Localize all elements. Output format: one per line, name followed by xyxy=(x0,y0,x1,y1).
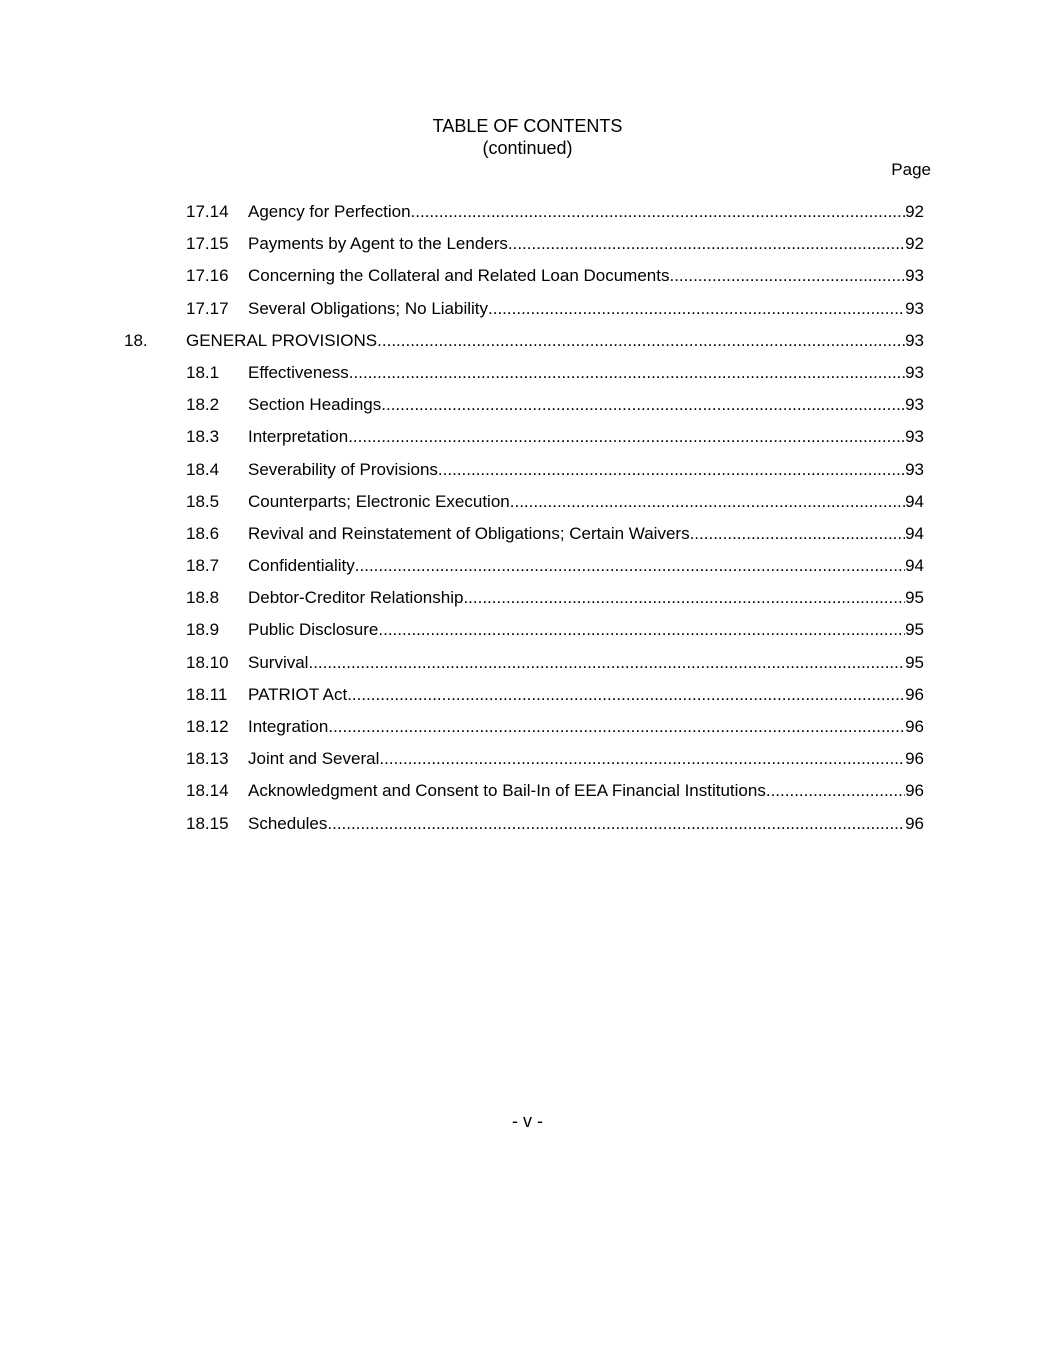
toc-entry-line xyxy=(186,327,924,355)
toc-entry-page: 95 xyxy=(905,652,924,672)
toc-entry-number: 18.13 xyxy=(186,749,229,769)
dot-leader xyxy=(766,777,905,805)
toc-entry[interactable] xyxy=(0,391,1055,423)
toc-entry-page: 96 xyxy=(905,684,924,704)
toc-entry-page: 95 xyxy=(905,588,924,608)
toc-entry[interactable] xyxy=(0,456,1055,488)
toc-entry-page: 93 xyxy=(905,298,924,318)
toc-entry[interactable] xyxy=(0,552,1055,584)
toc-entry-number: 18.5 xyxy=(186,491,220,511)
toc-entry-line xyxy=(248,262,924,290)
toc-list xyxy=(0,198,1055,842)
toc-entry-number: 18.4 xyxy=(186,459,220,479)
toc-entry-label: Integration xyxy=(248,717,329,736)
toc-entry-label: Joint and Several xyxy=(248,749,380,769)
toc-entry-line xyxy=(248,295,924,323)
toc-entry-number: 17.16 xyxy=(186,266,229,286)
dot-leader xyxy=(463,584,905,612)
toc-entry-line xyxy=(248,198,924,226)
dot-leader xyxy=(411,198,906,226)
toc-entry[interactable] xyxy=(0,713,1055,745)
toc-entry-page: 93 xyxy=(905,395,924,415)
toc-entry-number: 18.8 xyxy=(186,588,220,608)
toc-entry[interactable] xyxy=(0,423,1055,455)
toc-entry-label: Revival and Reinstatement of Obligations; Certain Waivers xyxy=(248,523,690,543)
dot-leader xyxy=(382,327,905,355)
toc-entry[interactable] xyxy=(0,810,1055,842)
toc-entry-number: 18.1 xyxy=(186,362,220,382)
toc-entry-number: 18.6 xyxy=(186,523,220,543)
toc-entry[interactable] xyxy=(0,262,1055,294)
toc-entry-line xyxy=(248,713,924,741)
toc-entry-line xyxy=(248,777,924,805)
dot-leader xyxy=(328,713,905,741)
toc-entry-page: 93 xyxy=(905,266,924,286)
dot-leader xyxy=(349,359,905,387)
dot-leader xyxy=(508,230,905,258)
toc-entry-label: Counterparts; Electronic Execution xyxy=(248,491,510,511)
toc-subtitle: (continued) xyxy=(482,138,573,158)
toc-entry[interactable] xyxy=(0,616,1055,648)
page-number-footer: - v - xyxy=(512,1111,543,1131)
toc-entry-label: Severability of Provisions xyxy=(248,459,438,479)
dot-leader xyxy=(690,520,906,548)
toc-entry-number: 18.10 xyxy=(186,652,229,672)
toc-entry-number: 18.11 xyxy=(186,684,228,704)
toc-entry-number: 18.9 xyxy=(186,620,220,640)
toc-entry-label: Concerning the Collateral and Related Loan Documents xyxy=(248,266,670,286)
toc-entry-label: Acknowledgment and Consent to Bail-In of EEA Financial Institutions xyxy=(248,781,766,801)
toc-entry-label: Agency for Perfection xyxy=(248,202,411,221)
toc-entry-page: 93 xyxy=(905,362,924,382)
toc-entry-page: 93 xyxy=(905,459,924,479)
toc-entry-line xyxy=(248,423,924,451)
toc-entry-number: 17.17 xyxy=(186,298,229,318)
toc-entry-page: 96 xyxy=(905,717,924,736)
toc-entry-label: Payments by Agent to the Lenders xyxy=(248,234,508,254)
toc-entry-line xyxy=(248,230,924,258)
dot-leader xyxy=(378,616,905,644)
toc-entry-line xyxy=(248,616,924,644)
toc-entry-page: 93 xyxy=(905,427,924,447)
toc-entry-number: 18.12 xyxy=(186,717,229,736)
toc-entry-line xyxy=(248,552,924,580)
toc-entry-page: 93 xyxy=(905,330,924,350)
toc-entry-line xyxy=(248,488,924,516)
toc-entry[interactable] xyxy=(0,198,1055,230)
toc-entry[interactable] xyxy=(0,745,1055,777)
dot-leader xyxy=(347,681,905,709)
toc-entry-page: 94 xyxy=(905,556,924,576)
toc-entry-line xyxy=(248,359,924,387)
toc-entry-label: Public Disclosure xyxy=(248,620,379,640)
dot-leader xyxy=(510,488,905,516)
toc-entry-page: 92 xyxy=(905,202,924,221)
toc-entry-page: 94 xyxy=(905,523,924,543)
dot-leader xyxy=(308,649,905,677)
dot-leader xyxy=(488,295,905,323)
toc-entry-line xyxy=(248,810,924,838)
toc-entry-number: 18.15 xyxy=(186,813,229,833)
toc-entry-page: 96 xyxy=(905,781,924,801)
toc-entry-line xyxy=(248,584,924,612)
toc-entry-label: Section Headings xyxy=(248,395,382,415)
toc-title: TABLE OF CONTENTS xyxy=(432,116,623,136)
page-column-label: Page xyxy=(891,160,931,179)
toc-entry[interactable] xyxy=(0,584,1055,616)
toc-entry[interactable] xyxy=(0,777,1055,809)
toc-entry[interactable] xyxy=(0,488,1055,520)
dot-leader xyxy=(381,391,905,419)
toc-entry[interactable] xyxy=(0,681,1055,713)
toc-entry-label: GENERAL PROVISIONS. xyxy=(186,330,382,350)
toc-entry-number: 17.14 xyxy=(186,202,229,221)
dot-leader xyxy=(379,745,905,773)
toc-entry-line xyxy=(248,745,924,773)
toc-entry-line xyxy=(248,391,924,419)
toc-entry-label: Several Obligations; No Liability xyxy=(248,298,489,318)
toc-entry-page: 94 xyxy=(905,491,924,511)
toc-entry-label: PATRIOT Act xyxy=(248,684,348,704)
dot-leader xyxy=(669,262,905,290)
toc-entry-number: 18.14 xyxy=(186,781,229,801)
toc-entry-line xyxy=(248,520,924,548)
toc-entry-number: 18. xyxy=(124,330,148,350)
dot-leader xyxy=(438,456,905,484)
toc-entry[interactable] xyxy=(0,295,1055,327)
toc-entry-number: 18.2 xyxy=(186,395,220,415)
toc-entry-line xyxy=(248,681,924,709)
toc-entry-line xyxy=(248,649,924,677)
toc-entry-label: Schedules xyxy=(248,813,328,833)
toc-entry-line xyxy=(248,456,924,484)
toc-entry[interactable] xyxy=(0,327,1055,359)
toc-entry-label: Debtor-Creditor Relationship xyxy=(248,588,464,608)
toc-entry-page: 96 xyxy=(905,813,924,833)
toc-entry-page: 95 xyxy=(905,620,924,640)
dot-leader xyxy=(355,552,905,580)
toc-entry-label: Interpretation xyxy=(248,427,349,447)
toc-entry-page: 96 xyxy=(905,749,924,769)
toc-entry[interactable] xyxy=(0,359,1055,391)
toc-entry-label: Confidentiality xyxy=(248,556,355,576)
toc-entry-number: 18.3 xyxy=(186,427,220,447)
toc-entry-number: 17.15 xyxy=(186,234,229,254)
toc-entry[interactable] xyxy=(0,520,1055,552)
toc-entry[interactable] xyxy=(0,649,1055,681)
toc-entry-label: Survival xyxy=(248,652,309,672)
toc-entry-page: 92 xyxy=(905,234,924,254)
toc-entry-number: 18.7 xyxy=(186,556,220,576)
toc-entry[interactable] xyxy=(0,230,1055,262)
dot-leader xyxy=(327,810,905,838)
dot-leader xyxy=(348,423,905,451)
toc-entry-label: Effectiveness xyxy=(248,362,349,382)
